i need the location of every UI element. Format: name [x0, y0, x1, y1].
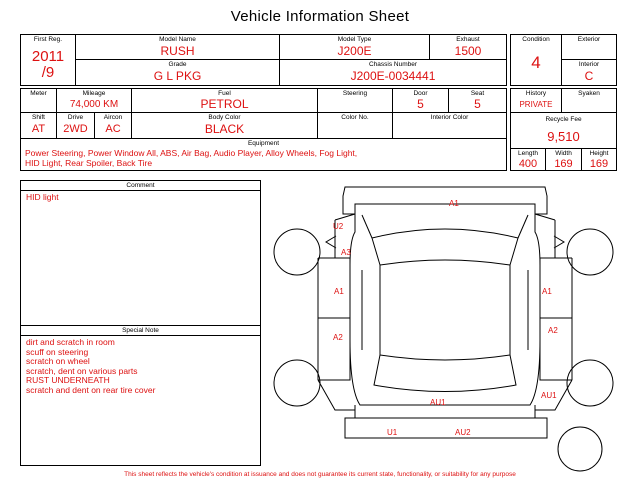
damage-mark-a1-right: A1: [542, 287, 552, 296]
length-value: 400: [518, 158, 538, 170]
rear-left-wheel: [274, 360, 320, 406]
damage-mark-a1-left: A1: [334, 287, 344, 296]
aircon-label: Aircon: [103, 114, 123, 121]
exhaust-value: 1500: [454, 44, 482, 58]
front-bumper: [343, 187, 547, 214]
body-color-label: Body Color: [208, 114, 241, 121]
damage-mark-a1-front: A1: [449, 199, 459, 208]
special-note-line: scuff on steering: [26, 346, 89, 357]
condition-value: 4: [531, 53, 541, 72]
height-value: 169: [589, 158, 609, 170]
damage-mark-u2: U2: [333, 222, 344, 231]
left-side-panel: [318, 258, 350, 380]
width-label: Width: [555, 150, 572, 157]
recycle-fee-value: 9,510: [547, 129, 580, 144]
model-name-value: RUSH: [160, 44, 195, 58]
interior-color-label: Interior Color: [430, 114, 469, 121]
shift-label: Shift: [31, 114, 45, 121]
equipment-label: Equipment: [247, 140, 280, 147]
length-label: Length: [518, 150, 538, 157]
drive-value: 2WD: [63, 123, 88, 135]
damage-mark-a2-left: A2: [333, 333, 343, 342]
grade-label: Grade: [168, 61, 187, 68]
windshield: [372, 229, 518, 265]
damage-mark-au1-right: AU1: [541, 391, 557, 400]
first-reg-month: /9: [41, 64, 55, 81]
spare-tire-cover: [558, 427, 602, 471]
meter-label: Meter: [30, 90, 47, 97]
color-no-label: Color No.: [341, 114, 369, 121]
steering-label: Steering: [342, 90, 368, 97]
history-label: History: [525, 90, 547, 97]
special-note-line: scratch and dent on rear tire cover: [26, 384, 156, 395]
model-name-label: Model Name: [159, 36, 196, 43]
exterior-label: Exterior: [577, 36, 601, 43]
seat-value: 5: [474, 97, 481, 111]
hood-line-left: [362, 215, 372, 238]
front-right-wheel: [567, 229, 613, 275]
left-rear-fender: [318, 380, 355, 410]
grade-value: G L PKG: [153, 69, 202, 83]
model-type-label: Model Type: [337, 36, 372, 43]
special-note-line: scratch on wheel: [26, 356, 90, 366]
recycle-fee-label: Recycle Fee: [545, 116, 582, 123]
interior-label: Interior: [578, 61, 600, 68]
seat-label: Seat: [470, 90, 485, 97]
body-outline: [350, 214, 540, 405]
special-note-line: RUST UNDERNEATH: [26, 375, 110, 385]
model-type-value: J200E: [337, 44, 372, 58]
right-front-fender: [535, 214, 555, 258]
aircon-value: AC: [105, 123, 121, 135]
equipment-line-1: Power Steering, Power Window All, ABS, Air Bag, Audio Player, Alloy Wheels, Fog Light,: [25, 148, 358, 158]
sheet-title: Vehicle Information Sheet: [230, 8, 410, 25]
roof: [380, 265, 510, 360]
damage-mark-au1-rear: AU1: [430, 398, 446, 407]
interior-value: C: [584, 69, 594, 83]
body-color-value: BLACK: [204, 122, 245, 136]
condition-label: Condition: [522, 36, 550, 43]
height-label: Height: [589, 150, 609, 157]
drive-label: Drive: [67, 114, 84, 121]
chassis-value: J200E-0034441: [350, 69, 436, 83]
special-note-line: scratch, dent on various parts: [26, 365, 138, 376]
first-reg-label: First Reg.: [33, 36, 63, 43]
history-value: PRIVATE: [519, 100, 553, 109]
hood-line-right: [518, 215, 528, 238]
special-note-label: Special Note: [21, 326, 260, 336]
comment-label: Comment: [21, 181, 260, 191]
mileage-value: 74,000 KM: [69, 99, 119, 110]
comment-text: HID light: [26, 192, 59, 202]
damage-mark-au2: AU2: [455, 428, 471, 437]
fuel-label: Fuel: [218, 90, 231, 97]
right-side-panel: [540, 258, 572, 380]
door-value: 5: [417, 97, 424, 111]
door-label: Door: [413, 90, 428, 97]
syaken-label: Syaken: [578, 90, 600, 97]
shift-value: AT: [31, 123, 46, 135]
disclaimer-footer: This sheet reflects the vehicle's condition at issuance and does not guarantee its current state, functionality, or suitability for any purpose: [124, 471, 516, 478]
rear-right-wheel: [567, 360, 613, 406]
damage-mark-a2-right: A2: [548, 326, 558, 335]
chassis-label: Chassis Number: [368, 61, 418, 68]
rear-bumper: [345, 418, 547, 438]
front-left-wheel: [274, 229, 320, 275]
first-reg-year: 2011: [31, 48, 65, 65]
mileage-label: Mileage: [82, 90, 106, 97]
damage-mark-a3: A3: [341, 248, 351, 257]
equipment-line-2: HID Light, Rear Spoiler, Back Tire: [25, 158, 153, 168]
fuel-value: PETROL: [200, 97, 249, 111]
exhaust-label: Exhaust: [456, 36, 480, 43]
width-value: 169: [554, 158, 573, 170]
damage-mark-u1: U1: [387, 428, 398, 437]
special-note-line: dirt and scratch in room: [26, 337, 115, 347]
